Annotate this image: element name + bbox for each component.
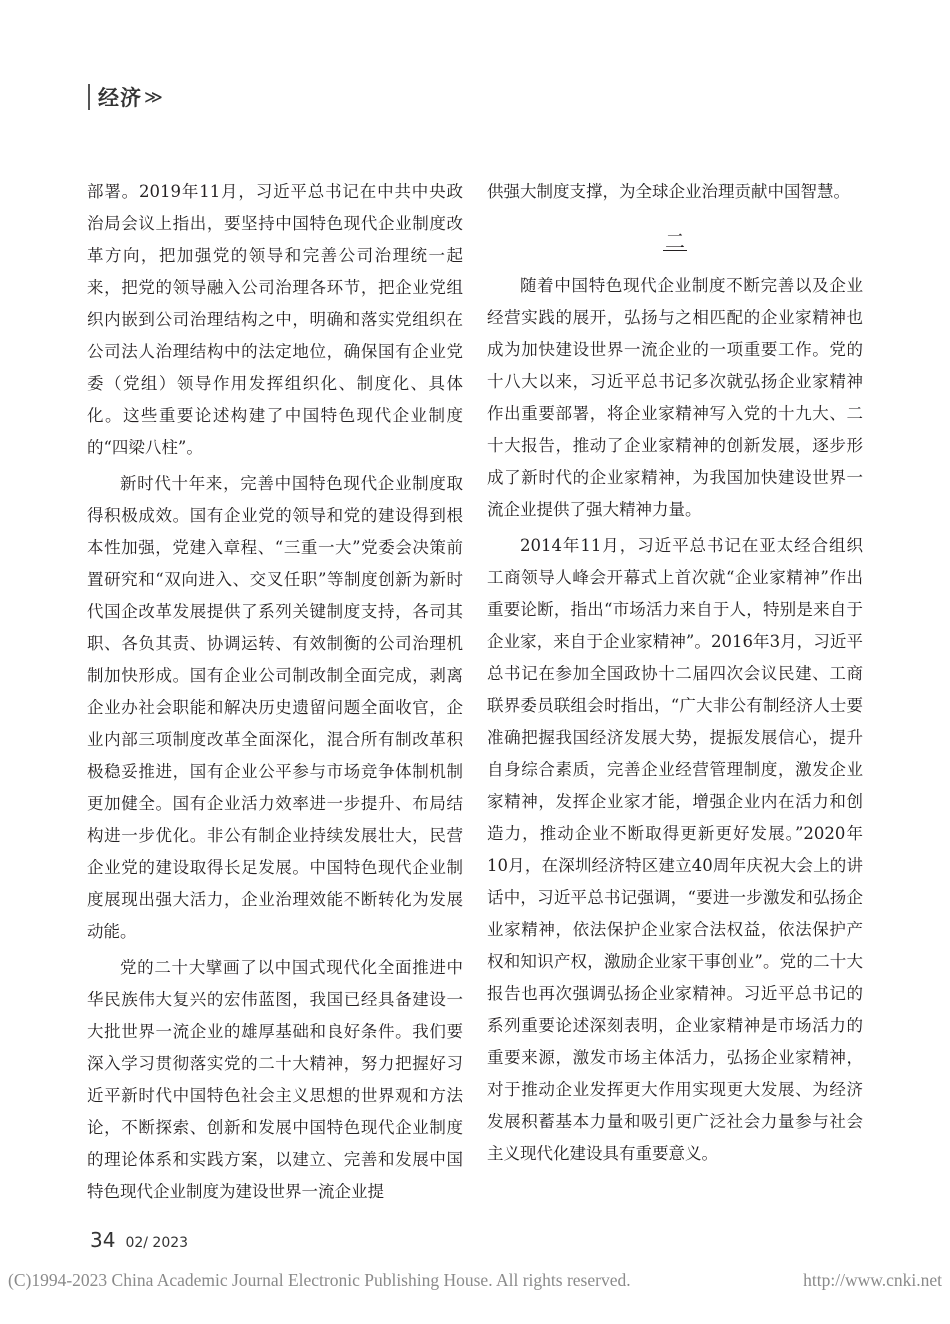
paragraph: 2014年11月，习近平总书记在亚太经合组织工商领导人峰会开幕式上首次就“企业家精神”作出重要论断，指出“市场活力来自于人，特别是来自于企业家，来自于企业家精神”。2016年3月，习近平总书记在参加全国政协十二届四次会议民建、工商联界委员联组会时指出，“广大非公有制经济人士要准确把握我国经济发展大势，提振发展信心，提升自身综合素质，完善企业经营管理制度，激发企业家精神，发挥企业家才能，增强企业内在活力和创造力，推动企业不断取得更新更好发展。”2020年10月，在深圳经济特区建立40周年庆祝大会上的讲话中，习近平总书记强调，“要进一步激发和弘扬企业家精神，依法保护企业家合法权益，依法保护产权和知识产权，激励企业家干事创业”。党的二十大报告也再次强调弘扬企业家精神。习近平总书记的系列重要论述深刻表明，企业家精神是市场活力的重要来源，激发市场主体活力，弘扬企业家精神，对于推动企业发挥更大作用实现更大发展、为经济发展积蓄基本力量和吸引更广泛社会力量参与社会主义现代化建设具有重要意义。 xyxy=(487,536,863,1163)
left-column xyxy=(87,176,463,1212)
copyright-line xyxy=(8,1270,942,1291)
header-divider xyxy=(88,84,90,110)
source-url: http://www.cnki.net xyxy=(803,1270,942,1290)
paragraph: 党的二十大擘画了以中国式现代化全面推进中华民族伟大复兴的宏伟蓝图，我国已经具备建设一大批世界一流企业的雄厚基础和良好条件。我们要深入学习贯彻落实党的二十大精神，努力把握好习近平新时代中国特色社会主义思想的世界观和方法论，不断探索、创新和发展中国特色现代企业制度的理论体系和实践方案，以建立、完善和发展中国特色现代企业制度为建设世界一流企业提 xyxy=(87,958,463,1201)
section-number xyxy=(487,212,863,270)
paragraph: 供强大制度支撑，为全球企业治理贡献中国智慧。 xyxy=(487,182,850,201)
copyright-text: (C)1994-2023 China Academic Journal Electronic Publishing House. All rights reserved. xyxy=(8,1270,631,1290)
section-header xyxy=(88,82,163,112)
page-number: 34 xyxy=(90,1228,116,1252)
section-number-text: 二 xyxy=(665,229,685,253)
right-column xyxy=(487,176,863,1174)
issue-label: 02/ 2023 xyxy=(125,1235,189,1251)
page-footer xyxy=(90,1228,188,1252)
paragraph: 部署。2019年11月，习近平总书记在中共中央政治局会议上指出，要坚持中国特色现代企业制度改革方向，把加强党的领导和完善公司治理统一起来，把党的领导融入公司治理各环节，把企业党组织内嵌到公司治理结构之中，明确和落实党组织在公司法人治理结构中的法定地位，确保国有企业党委（党组）领导作用发挥组织化、制度化、具体化。这些重要论述构建了中国特色现代企业制度的“四梁八柱”。 xyxy=(87,182,463,457)
paragraph: 随着中国特色现代企业制度不断完善以及企业经营实践的展开，弘扬与之相匹配的企业家精神也成为加快建设世界一流企业的一项重要工作。党的十八大以来，习近平总书记多次就弘扬企业家精神作出重要部署，将企业家精神写入党的十九大、二十大报告，推动了企业家精神的创新发展，逐步形成了新时代的企业家精神，为我国加快建设世界一流企业提供了强大精神力量。 xyxy=(487,276,863,519)
section-title: 经济 xyxy=(98,86,142,110)
paragraph: 新时代十年来，完善中国特色现代企业制度取得积极成效。国有企业党的领导和党的建设得到根本性加强，党建入章程、“三重一大”党委会决策前置研究和“双向进入、交叉任职”等制度创新为新时代国企改革发展提供了系列关键制度支持，各司其职、各负其责、协调运转、有效制衡的公司治理机制加快形成。国有企业公司制改制全面完成，剥离企业办社会职能和解决历史遗留问题全面收官，企业内部三项制度改革全面深化，混合所有制改革积极稳妥推进，国有企业公平参与市场竞争体制机制更加健全。国有企业活力效率进一步提升、布局结构进一步优化。非公有制企业持续发展壮大，民营企业党的建设取得长足发展。中国特色现代企业制度展现出强大活力，企业治理效能不断转化为发展动能。 xyxy=(87,474,463,941)
double-chevron-icon: ≫ xyxy=(144,86,163,108)
